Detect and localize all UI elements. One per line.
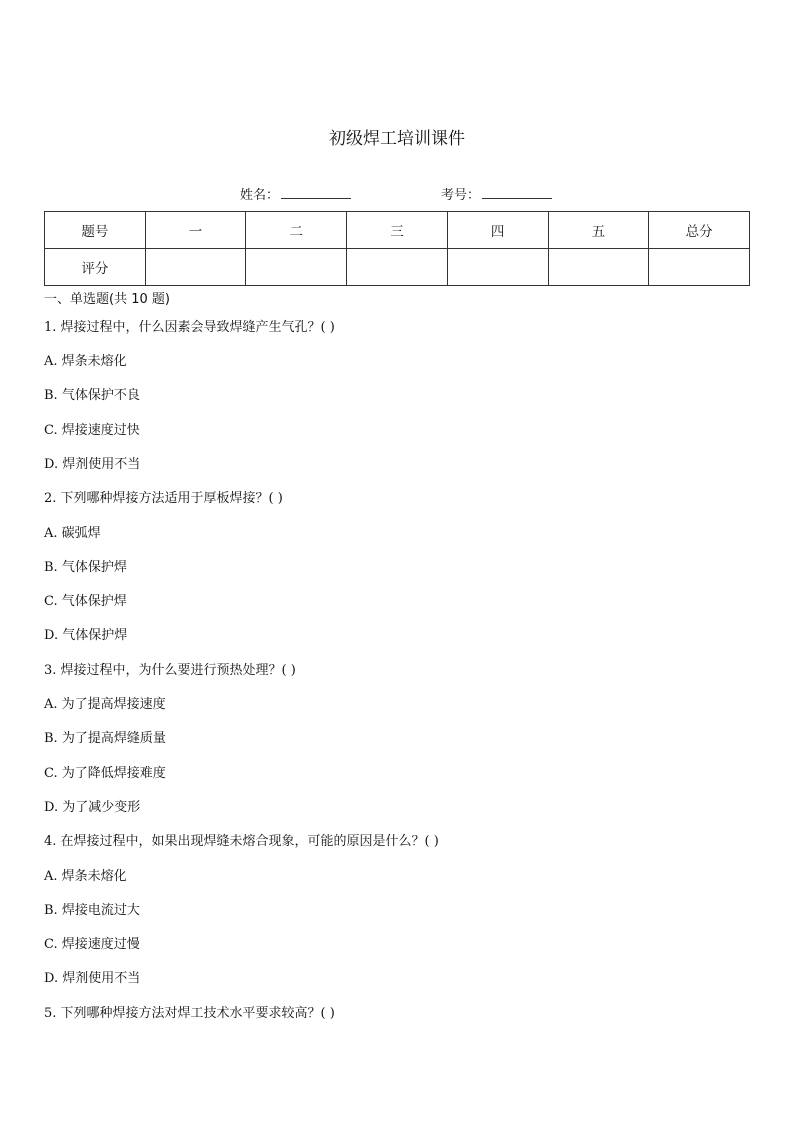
option-text: C. 气体保护焊 [44, 594, 127, 609]
exam-id-label: 考号： [441, 188, 481, 203]
option-text: C. 为了降低焊接难度 [44, 766, 166, 781]
header-cell: 一 [145, 212, 246, 249]
score-cell[interactable] [347, 249, 448, 286]
option-text: A. 焊条未熔化 [44, 869, 127, 884]
page-title: 初级焊工培训课件 [329, 129, 465, 149]
score-cell[interactable] [447, 249, 548, 286]
header-cell: 三 [347, 212, 448, 249]
score-cell[interactable] [145, 249, 246, 286]
score-table [44, 211, 750, 286]
option-text: B. 气体保护不良 [44, 388, 140, 403]
exam-id-field [441, 184, 552, 203]
question-text: 2. 下列哪种焊接方法适用于厚板焊接？( ) [44, 491, 283, 506]
section-title: 一、单选题(共 10 题) [44, 292, 170, 307]
score-cell[interactable] [548, 249, 649, 286]
header-cell: 五 [548, 212, 649, 249]
question-text: 4. 在焊接过程中，如果出现焊缝未熔合现象，可能的原因是什么？( ) [44, 834, 439, 849]
option-text: D. 为了减少变形 [44, 800, 141, 815]
option-text: A. 为了提高焊接速度 [44, 697, 166, 712]
name-label: 姓名： [240, 188, 280, 203]
option-text: D. 焊剂使用不当 [44, 457, 141, 472]
option-text: B. 气体保护焊 [44, 560, 127, 575]
score-row-label: 评分 [45, 249, 146, 286]
score-cell[interactable] [246, 249, 347, 286]
header-cell: 题号 [45, 212, 146, 249]
option-text: C. 焊接速度过快 [44, 423, 140, 438]
option-text: A. 焊条未熔化 [44, 354, 127, 369]
header-cell: 四 [447, 212, 548, 249]
option-text: B. 为了提高焊缝质量 [44, 731, 166, 746]
option-text: D. 焊剂使用不当 [44, 971, 141, 986]
name-blank[interactable] [281, 186, 351, 199]
option-text: C. 焊接速度过慢 [44, 937, 140, 952]
question-text: 3. 焊接过程中，为什么要进行预热处理？( ) [44, 663, 296, 678]
question-text: 1. 焊接过程中，什么因素会导致焊缝产生气孔？( ) [44, 320, 335, 335]
header-cell: 总分 [649, 212, 750, 249]
score-header-row [45, 212, 750, 249]
question-text: 5. 下列哪种焊接方法对焊工技术水平要求较高？( ) [44, 1006, 335, 1021]
name-field [240, 184, 351, 203]
option-text: D. 气体保护焊 [44, 628, 128, 643]
score-row [45, 249, 750, 286]
header-cell: 二 [246, 212, 347, 249]
option-text: B. 焊接电流过大 [44, 903, 140, 918]
option-text: A. 碳弧焊 [44, 526, 101, 541]
exam-id-blank[interactable] [482, 186, 552, 199]
score-cell[interactable] [649, 249, 750, 286]
